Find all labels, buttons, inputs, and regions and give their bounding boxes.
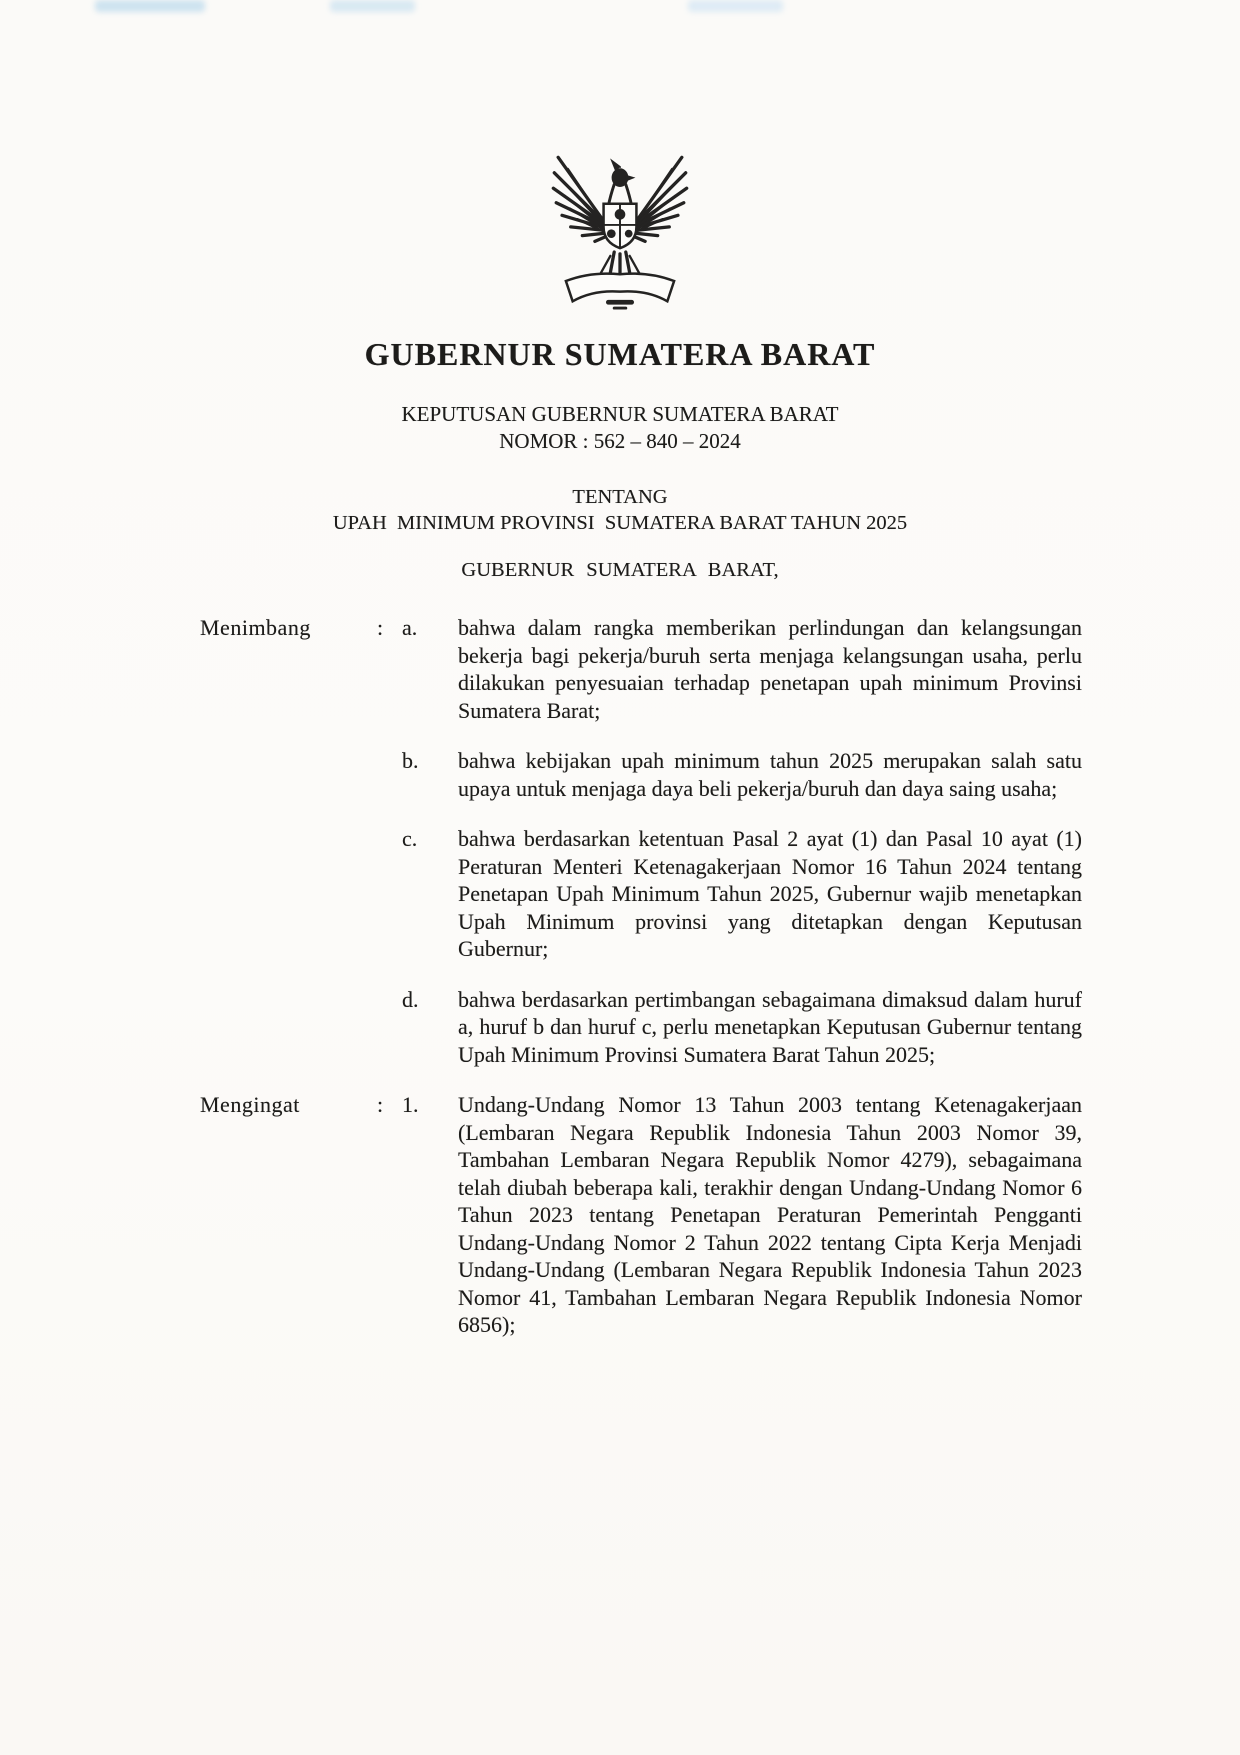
item-text: bahwa kebijakan upah minimum tahun 2025 merupakan salah satu upaya untuk menjaga daya beli pekerja/buruh dan daya saing usaha; — [458, 748, 1082, 801]
emblem-left-wing — [553, 157, 610, 241]
decree-title-block — [0, 401, 1240, 455]
scan-artifact — [95, 0, 205, 12]
consideration-item — [200, 825, 1082, 963]
section-colon: : — [377, 615, 384, 640]
decree-number: NOMOR : 562 – 840 – 2024 — [499, 429, 741, 453]
section-label: Mengingat — [200, 1092, 300, 1117]
consideration-item — [200, 986, 1082, 1069]
emblem-banner — [566, 274, 674, 308]
item-marker: 1. — [402, 1092, 419, 1117]
item-marker: a. — [402, 615, 418, 640]
item-marker: b. — [402, 748, 419, 773]
item-text: bahwa berdasarkan ketentuan Pasal 2 ayat (1) dan Pasal 10 ayat (1) Peraturan Menteri Ketenagakerjaan Nomor 16 Tahun 2024 tentang Penetapan Upah Minimum Tahun 2025, Gubernur wajib menetapkan Upah Minimum provinsi yang ditetapkan dengan Keputusan Gubernur; — [458, 826, 1082, 961]
consideration-item — [200, 614, 1082, 724]
section-label: Menimbang — [200, 615, 311, 640]
emblem-right-wing — [630, 157, 687, 241]
decree-body — [200, 614, 1082, 1362]
legal-basis-item — [200, 1091, 1082, 1339]
about-block — [0, 484, 1240, 536]
decree-subject: UPAH MINIMUM PROVINSI SUMATERA BARAT TAHUN 2025 — [332, 512, 908, 534]
item-marker: d. — [402, 986, 419, 1012]
item-text: bahwa berdasarkan pertimbangan sebagaimana dimaksud dalam huruf a, huruf b dan huruf c, perlu menetapkan Keputusan Gubernur tentang Upah Minimum Provinsi Sumatera Barat Tahun 2025; — [458, 986, 1082, 1067]
garuda-pancasila-emblem — [0, 138, 1240, 310]
section-colon: : — [377, 1092, 384, 1117]
scan-artifact — [330, 0, 415, 12]
item-text: Undang-Undang Nomor 13 Tahun 2003 tentang Ketenagakerjaan (Lembaran Negara Republik Indonesia Tahun 2003 Nomor 39, Tambahan Lembaran Negara Republik Nomor 4279), sebagaimana telah diubah beberapa kali, terakhir dengan Undang-Undang Nomor 6 Tahun 2023 tentang Penetapan Peraturan Pemerintah Pengganti Undang-Undang Nomor 2 Tahun 2022 tentang Cipta Kerja Menjadi Undang-Undang (Lembaran Negara Republik Indonesia Tahun 2023 Nomor 41, Tambahan Lembaran Negara Republik Indonesia Nomor 6856); — [458, 1092, 1082, 1337]
emblem-shield — [604, 204, 637, 248]
item-text: bahwa dalam rangka memberikan perlindungan dan kelangsungan bekerja bagi pekerja/buruh serta menjaga kelangsungan usaha, perlu dilakukan penyesuaian terhadap penetapan upah minimum Provinsi Sumatera Barat; — [458, 615, 1082, 723]
issuer-salutation: GUBERNUR SUMATERA BARAT, — [461, 559, 779, 581]
decree-title: KEPUTUSAN GUBERNUR SUMATERA BARAT — [401, 402, 839, 426]
authority-title: GUBERNUR SUMATERA BARAT — [364, 336, 876, 372]
consideration-item — [200, 747, 1082, 802]
item-marker: c. — [402, 826, 418, 851]
section-mengingat — [200, 1091, 1082, 1339]
section-menimbang — [200, 614, 1082, 1068]
scan-artifact — [688, 0, 783, 12]
about-label: TENTANG — [572, 486, 668, 508]
emblem-head — [608, 161, 635, 205]
